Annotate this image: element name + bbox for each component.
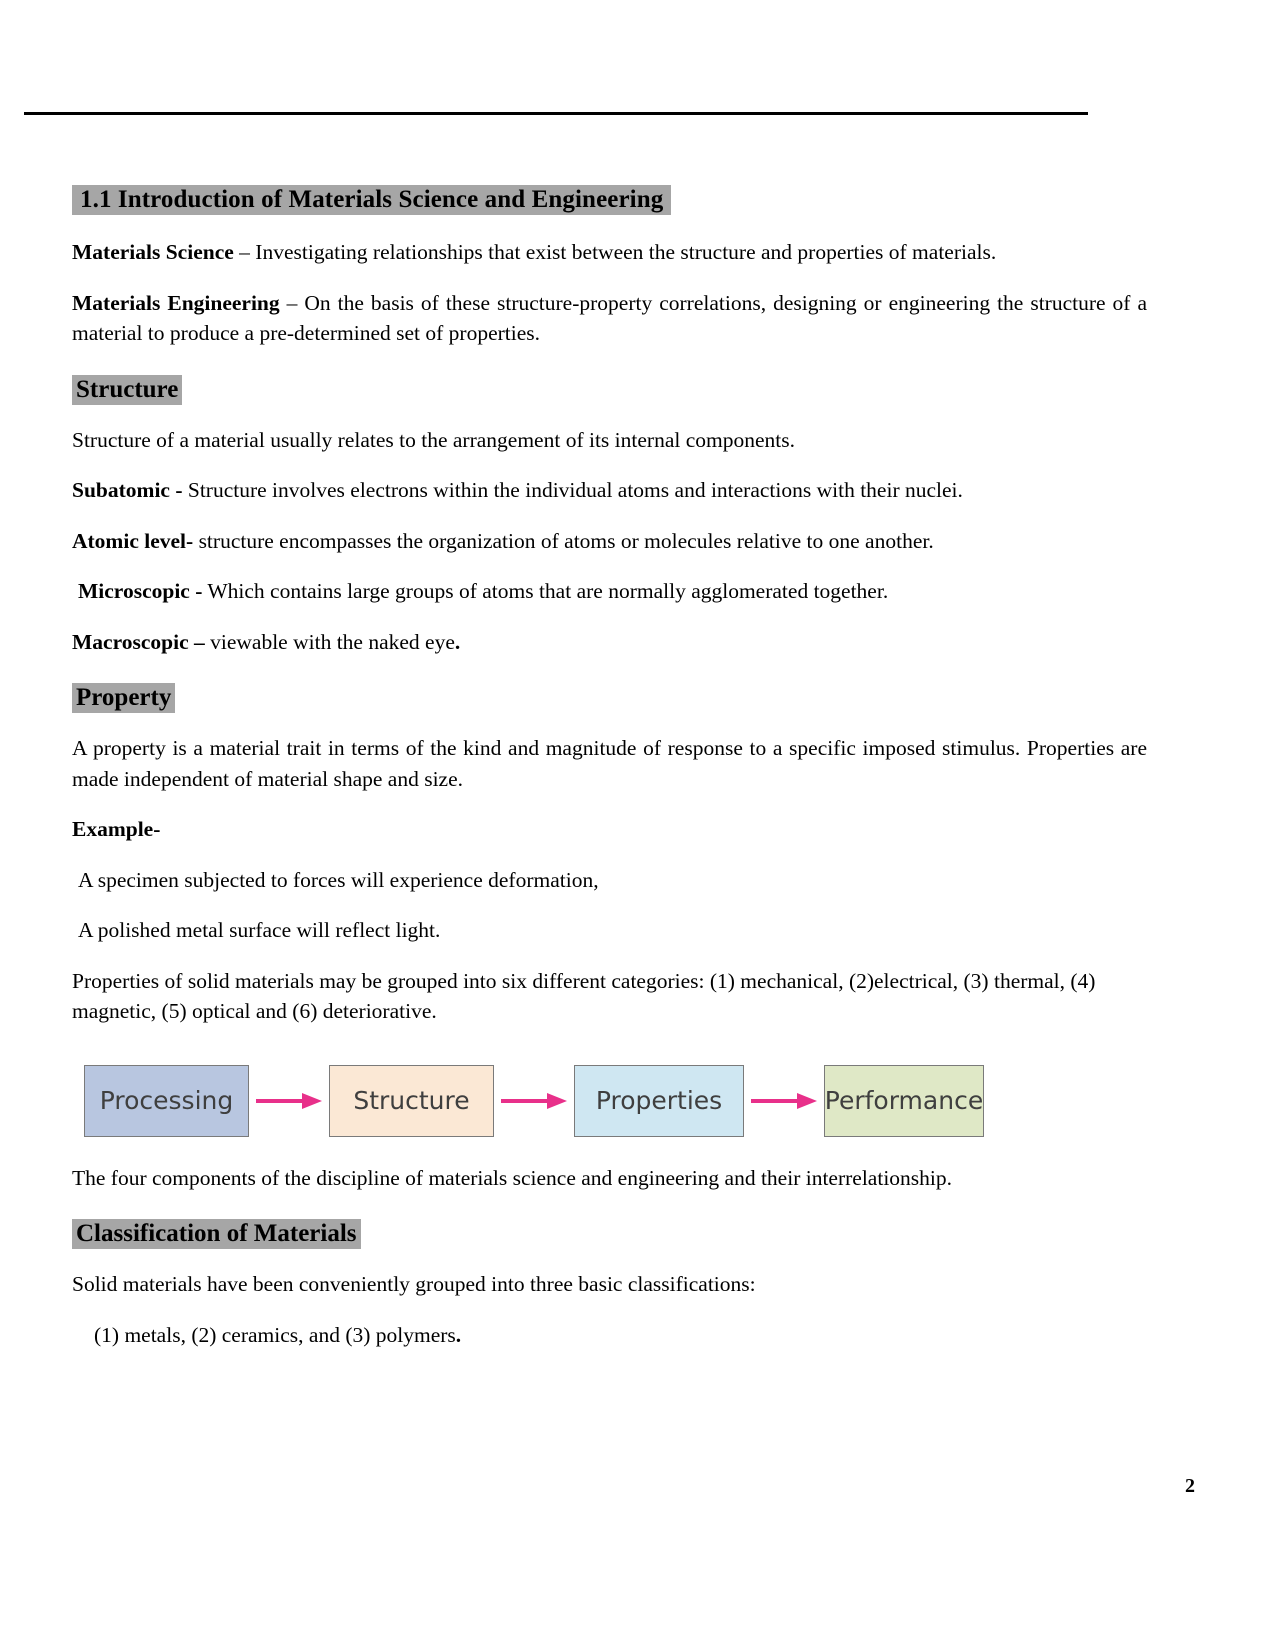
diagram-box-performance <box>824 1065 984 1137</box>
page-content <box>72 185 1147 1370</box>
classification-heading <box>72 1219 1147 1249</box>
structure-level-microscopic <box>72 576 1147 607</box>
classification-heading-text: Classification of Materials <box>72 1219 361 1249</box>
diagram-caption: The four components of the discipline of materials science and engineering and their interrelationship. <box>72 1165 953 1190</box>
classification-list-text: (1) metals, (2) ceramics, and (3) polymers <box>94 1322 456 1347</box>
structure-level-macroscopic <box>72 627 1147 658</box>
header-rule <box>24 112 1088 115</box>
materials-engineering-definition <box>72 288 1147 349</box>
property-categories: Properties of solid materials may be grouped into six different categories: (1) mechanical, (2)electrical, (3) thermal, (4) magnetic, (5) optical and (6) deteriorative. <box>72 968 1096 1024</box>
microscopic-term: Microscopic - <box>78 579 203 604</box>
arrow-icon-3 <box>744 1089 824 1113</box>
materials-science-definition <box>72 237 1147 268</box>
diagram-box-structure-label: Structure <box>353 1086 470 1116</box>
page-number: 2 <box>1185 1475 1195 1497</box>
example-label-text: Example- <box>72 817 161 842</box>
macroscopic-term: Macroscopic – <box>72 629 205 654</box>
atomic-term: Atomic level- <box>72 528 194 553</box>
arrow-icon-1 <box>249 1089 329 1113</box>
materials-engineering-text: – On the basis of these structure-property correlations, designing or engineering the structure of a material to produce a pre-determined set of properties. <box>72 290 1148 346</box>
diagram-box-processing <box>84 1065 249 1137</box>
diagram-box-structure <box>329 1065 494 1137</box>
macroscopic-tail: . <box>454 629 461 654</box>
diagram-box-properties <box>574 1065 744 1137</box>
section-heading <box>72 185 1147 215</box>
subatomic-text: Structure involves electrons within the individual atoms and interactions with their nuclei. <box>182 478 963 503</box>
processing-structure-properties-performance-diagram <box>72 1065 1147 1137</box>
section-heading-text: 1.1 Introduction of Materials Science and Engineering <box>72 185 671 215</box>
structure-level-atomic <box>72 526 1147 557</box>
property-heading <box>72 683 1147 713</box>
diagram-box-performance-label: Performance <box>824 1086 984 1116</box>
atomic-text: structure encompasses the organization of atoms or molecules relative to one another. <box>193 528 934 553</box>
macroscopic-text: viewable with the naked eye <box>204 629 455 654</box>
example-item-2: A polished metal surface will reflect light. <box>78 918 441 943</box>
property-heading-text: Property <box>72 683 175 713</box>
classification-list <box>72 1320 1147 1351</box>
diagram-box-processing-label: Processing <box>99 1086 234 1116</box>
classification-intro: Solid materials have been conveniently grouped into three basic classifications: <box>72 1272 756 1297</box>
materials-engineering-term: Materials Engineering <box>72 290 280 315</box>
arrow-icon-2 <box>494 1089 574 1113</box>
materials-science-term: Materials Science <box>72 240 234 264</box>
classification-list-tail: . <box>455 1322 462 1347</box>
subatomic-term: Subatomic - <box>72 478 183 503</box>
materials-science-text: – Investigating relationships that exist between the structure and properties of materials. <box>233 240 997 264</box>
structure-heading-text: Structure <box>72 375 182 405</box>
diagram-box-properties-label: Properties <box>595 1086 723 1116</box>
example-item-1: A specimen subjected to forces will experience deformation, <box>78 867 599 892</box>
example-label <box>72 814 1147 845</box>
structure-heading <box>72 375 1147 405</box>
structure-intro: Structure of a material usually relates to the arrangement of its internal components. <box>72 427 795 452</box>
microscopic-text: Which contains large groups of atoms that are normally agglomerated together. <box>202 579 889 604</box>
property-definition: A property is a material trait in terms of the kind and magnitude of response to a specific imposed stimulus. Properties are made independent of material shape and size. <box>72 736 1147 791</box>
structure-level-subatomic <box>72 475 1147 506</box>
